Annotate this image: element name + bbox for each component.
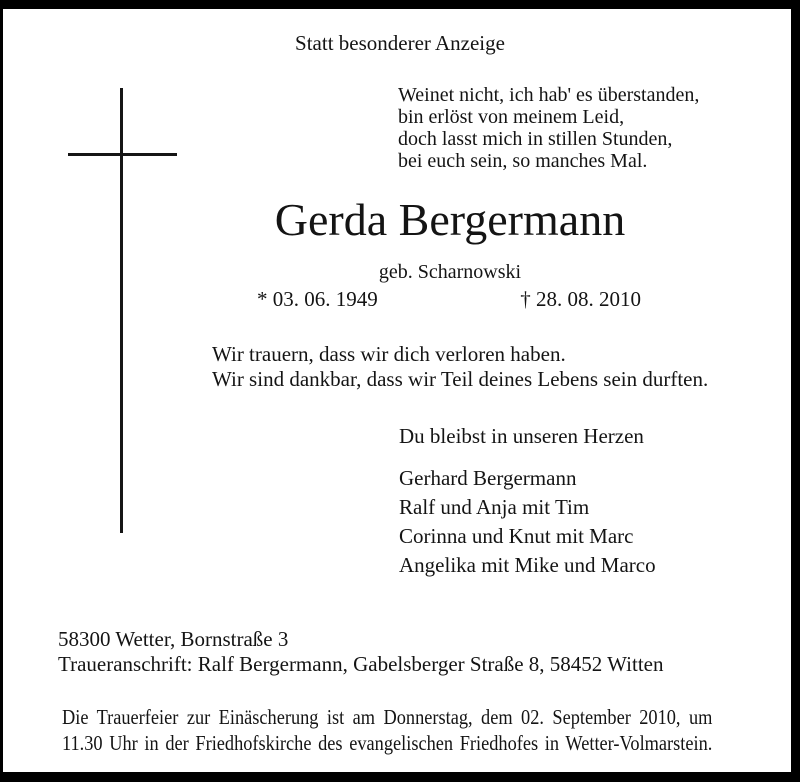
- address-block: [58, 627, 663, 677]
- poem-line: bin erlöst von meinem Leid,: [398, 106, 625, 128]
- poem-line: doch lasst mich in stillen Stunden,: [398, 128, 673, 150]
- life-dates-row: [257, 286, 641, 312]
- funeral-details-line: 11.30 Uhr in der Friedhofskirche des evangelischen Friedhofes in Wetter-Volmarstein.: [62, 731, 713, 755]
- mourning-line: Wir sind dankbar, dass wir Teil deines Lebens sein durften.: [212, 367, 709, 391]
- family-member: Ralf und Anja mit Tim: [399, 495, 590, 519]
- poem-line: bei euch sein, so manches Mal.: [398, 150, 648, 172]
- farewell-line: Du bleibst in unseren Herzen: [399, 424, 644, 448]
- poem-block: [398, 84, 699, 172]
- birth-date: * 03. 06. 1949: [257, 287, 378, 311]
- cross-icon-bar: [68, 153, 177, 156]
- poem-line: Weinet nicht, ich hab' es überstanden,: [398, 84, 700, 106]
- header-note: Statt besonderer Anzeige: [295, 31, 505, 55]
- mourning-block: [212, 342, 708, 392]
- family-member: Gerhard Bergermann: [399, 466, 577, 490]
- mourning-address-line: Traueranschrift: Ralf Bergermann, Gabelsberger Straße 8, 58452 Witten: [58, 652, 664, 676]
- family-list: [399, 464, 656, 580]
- address-line: 58300 Wetter, Bornstraße 3: [58, 627, 289, 651]
- funeral-details-block: [62, 704, 712, 756]
- deceased-name: Gerda Bergermann: [274, 194, 626, 245]
- funeral-details-line: Die Trauerfeier zur Einäscherung ist am Donnerstag, dem 02. September 2010, um: [62, 705, 713, 729]
- maiden-name: geb. Scharnowski: [378, 261, 522, 283]
- family-member: Angelika mit Mike und Marco: [399, 553, 656, 577]
- death-date: † 28. 08. 2010: [520, 287, 641, 311]
- mourning-line: Wir trauern, dass wir dich verloren haben.: [212, 342, 566, 366]
- family-member: Corinna und Knut mit Marc: [399, 524, 634, 548]
